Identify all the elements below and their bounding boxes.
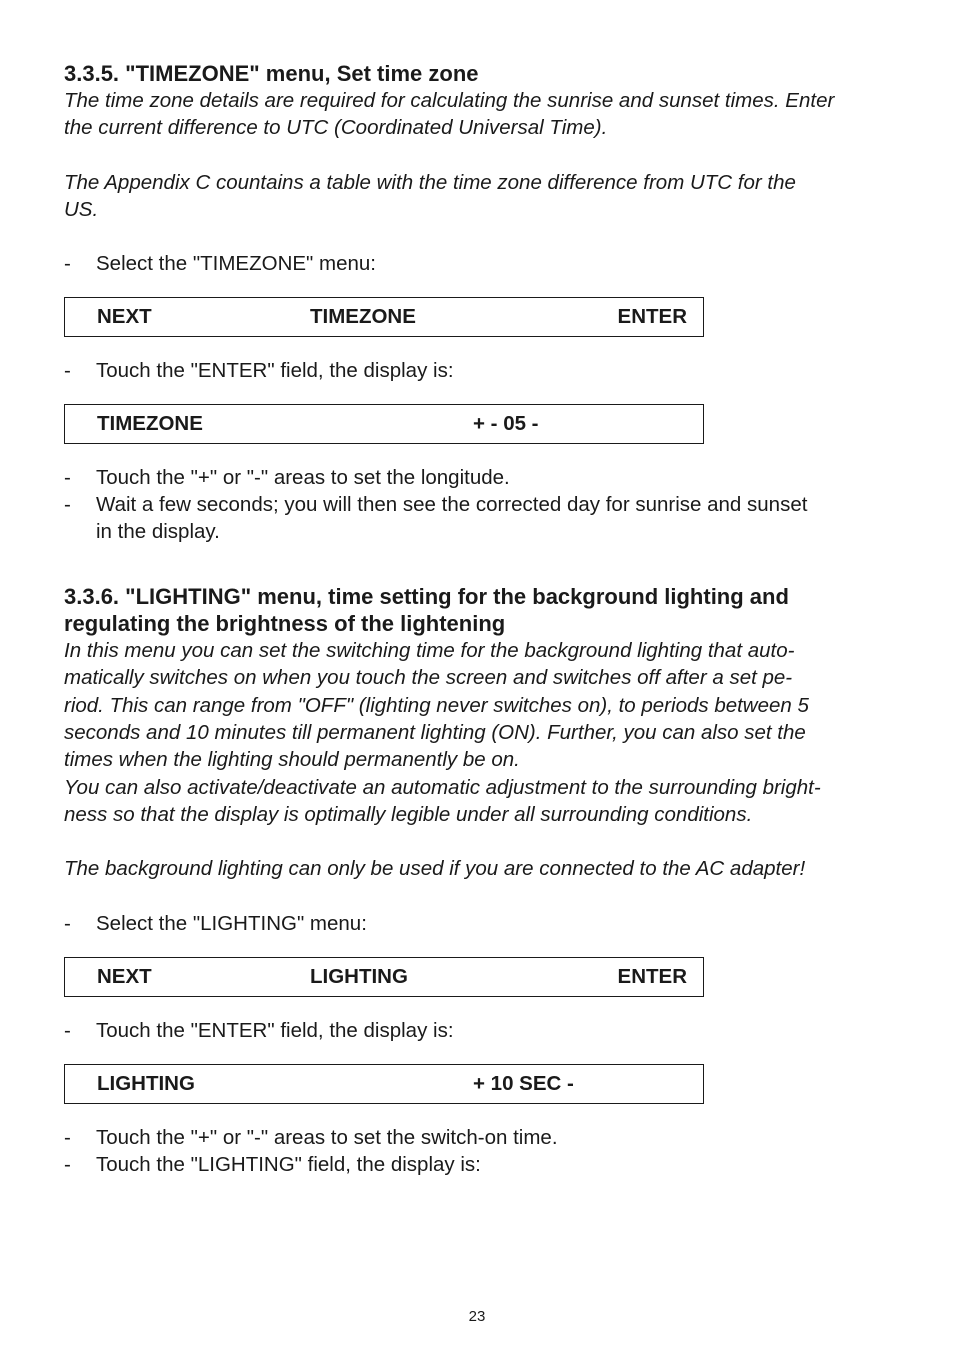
timezone-intro-line: the current difference to UTC (Coordinated Universal Time).: [64, 116, 608, 140]
timezone-step-adjust: [64, 464, 890, 491]
enter-field: ENTER: [617, 964, 687, 988]
lighting-intro-line: matically switches on when you touch the screen and switches off after a set pe-: [64, 666, 793, 690]
enter-field: ENTER: [617, 305, 687, 329]
lighting-intro-line: times when the lighting should permanently be on.: [64, 748, 520, 772]
lighting-value-display: [64, 1064, 704, 1104]
lighting-step-adjust: [64, 1124, 890, 1151]
step-text-line: Wait a few seconds; you will then see the corrected day for sunrise and sunset: [96, 493, 808, 517]
step-text-line: in the display.: [96, 520, 220, 544]
timezone-appendix-line: The Appendix C countains a table with the time zone difference from UTC for the: [64, 170, 796, 194]
bullet-dash: -: [64, 1152, 71, 1176]
timezone-heading: 3.3.5. "TIMEZONE" menu, Set time zone: [64, 61, 479, 86]
display-label: TIMEZONE: [97, 412, 203, 436]
lighting-menu-display: [64, 957, 704, 997]
lighting-step-select: [64, 910, 890, 937]
bullet-dash: -: [64, 911, 71, 935]
bullet-dash: -: [64, 493, 71, 517]
timezone-appendix-line: US.: [64, 197, 99, 221]
timezone-step-select: [64, 250, 890, 277]
manual-page: [64, 60, 890, 1178]
step-text: Touch the "ENTER" field, the display is:: [96, 359, 454, 383]
lighting-intro-line: You can also activate/deactivate an automatic adjustment to the surrounding bright-: [64, 775, 821, 799]
bullet-dash: -: [64, 466, 71, 490]
lighting-intro-line: ness so that the display is optimally legible under all surrounding conditions.: [64, 802, 753, 826]
step-text: Touch the "LIGHTING" field, the display is:: [96, 1152, 481, 1176]
timezone-intro-line: The time zone details are required for calculating the sunrise and sunset times. Enter: [64, 89, 835, 112]
timezone-step-enter: [64, 357, 890, 384]
timezone-menu-display: [64, 297, 704, 337]
bullet-dash: -: [64, 359, 71, 383]
next-field: NEXT: [97, 964, 152, 988]
lighting-intro-line: In this menu you can set the switching time for the background lighting that auto-: [64, 639, 795, 663]
bullet-dash: -: [64, 1018, 71, 1042]
menu-name-field: LIGHTING: [310, 964, 408, 988]
menu-name-field: TIMEZONE: [310, 305, 416, 329]
lighting-intro-line: seconds and 10 minutes till permanent lighting (ON). Further, you can also set the: [64, 721, 806, 745]
display-value: + - 05 -: [473, 412, 539, 436]
bullet-dash: -: [64, 252, 71, 276]
timezone-value-display: [64, 404, 704, 444]
lighting-step-enter: [64, 1017, 890, 1044]
step-text: Touch the "+" or "-" areas to set the longitude.: [96, 466, 510, 490]
timezone-step-wait: [64, 491, 890, 545]
step-text: Touch the "ENTER" field, the display is:: [96, 1018, 454, 1042]
lighting-step-touch: [64, 1151, 890, 1178]
step-text: Select the "LIGHTING" menu:: [96, 911, 367, 935]
display-label: LIGHTING: [97, 1071, 195, 1095]
lighting-heading: 3.3.6. "LIGHTING" menu, time setting for the background lighting and: [64, 584, 789, 610]
step-text: Select the "TIMEZONE" menu:: [96, 252, 377, 276]
lighting-note: The background lighting can only be used if you are connected to the AC adapter!: [64, 857, 806, 881]
bullet-dash: -: [64, 1125, 71, 1149]
page-number: 23: [468, 1308, 486, 1325]
next-field: NEXT: [97, 305, 152, 329]
lighting-intro-line: riod. This can range from "OFF" (lighting never switches on), to periods between 5: [64, 693, 809, 717]
display-value: + 10 SEC -: [473, 1071, 574, 1095]
step-text: Touch the "+" or "-" areas to set the switch-on time.: [96, 1125, 558, 1149]
step-text: [96, 491, 890, 545]
lighting-heading: regulating the brightness of the lightening: [64, 611, 506, 637]
